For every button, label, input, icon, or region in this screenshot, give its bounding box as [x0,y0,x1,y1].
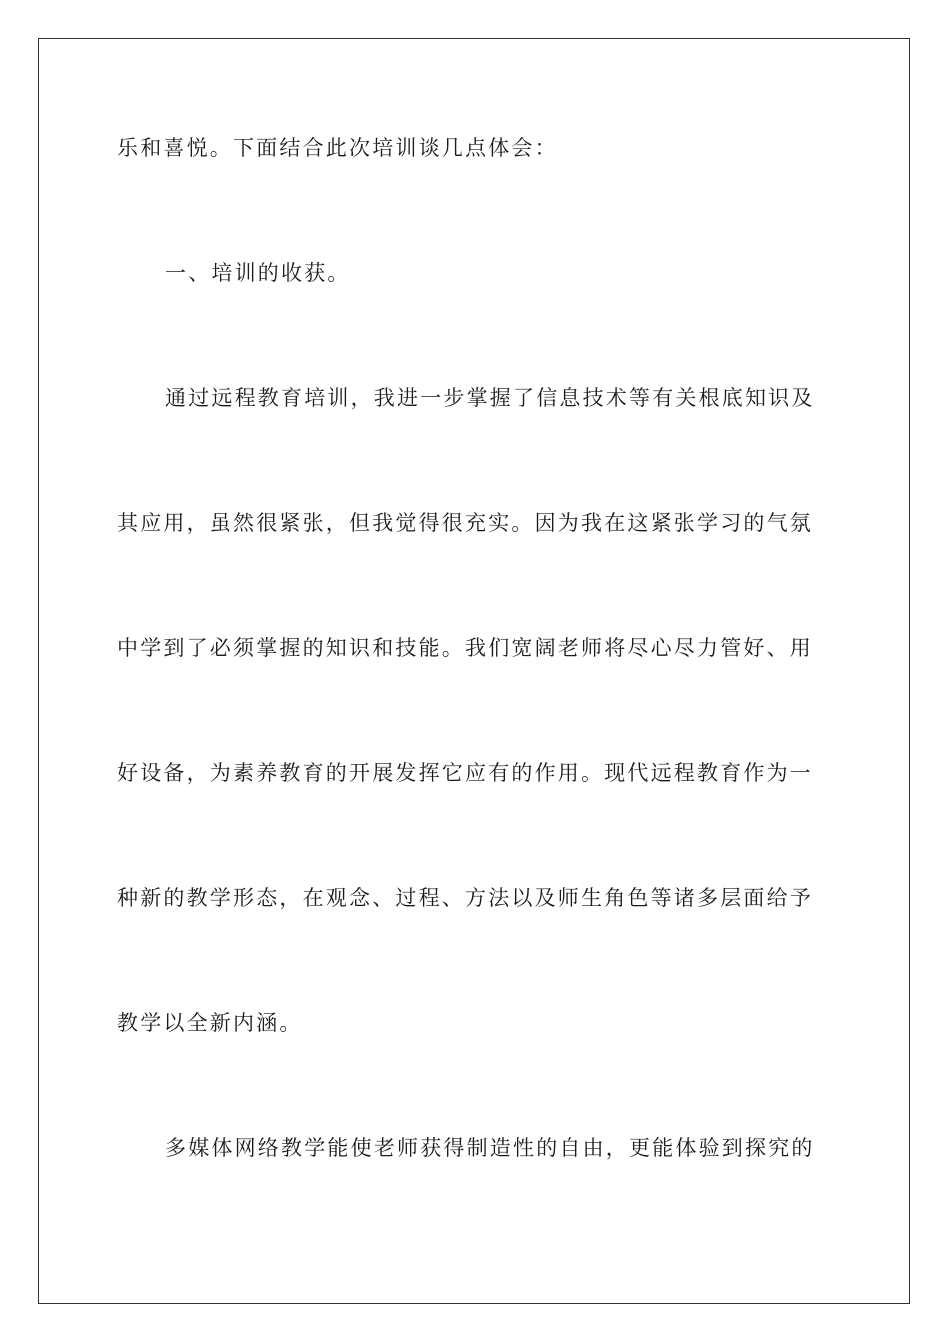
paragraph-line-3: 通过远程教育培训，我进一步掌握了信息技术等有关根底知识及 [165,386,815,410]
paragraph-line-7: 种新的教学形态，在观念、过程、方法以及师生角色等诸多层面给予 [117,886,813,910]
paragraph-line-6: 好设备，为素养教育的开展发挥它应有的作用。现代远程教育作为一 [117,761,813,785]
paragraph-line-5: 中学到了必须掌握的知识和技能。我们宽阔老师将尽心尽力管好、用 [117,636,813,660]
paragraph-line-8: 教学以全新内涵。 [117,1011,303,1035]
section-heading: 一、培训的收获。 [165,261,351,285]
paragraph-line-4: 其应用，虽然很紧张，但我觉得很充实。因为我在这紧张学习的气氛 [117,511,813,535]
paragraph-line-1: 乐和喜悦。下面结合此次培训谈几点体会： [117,136,558,160]
page-border [38,38,910,1304]
paragraph-line-9: 多媒体网络教学能使老师获得制造性的自由，更能体验到探究的 [165,1136,815,1160]
